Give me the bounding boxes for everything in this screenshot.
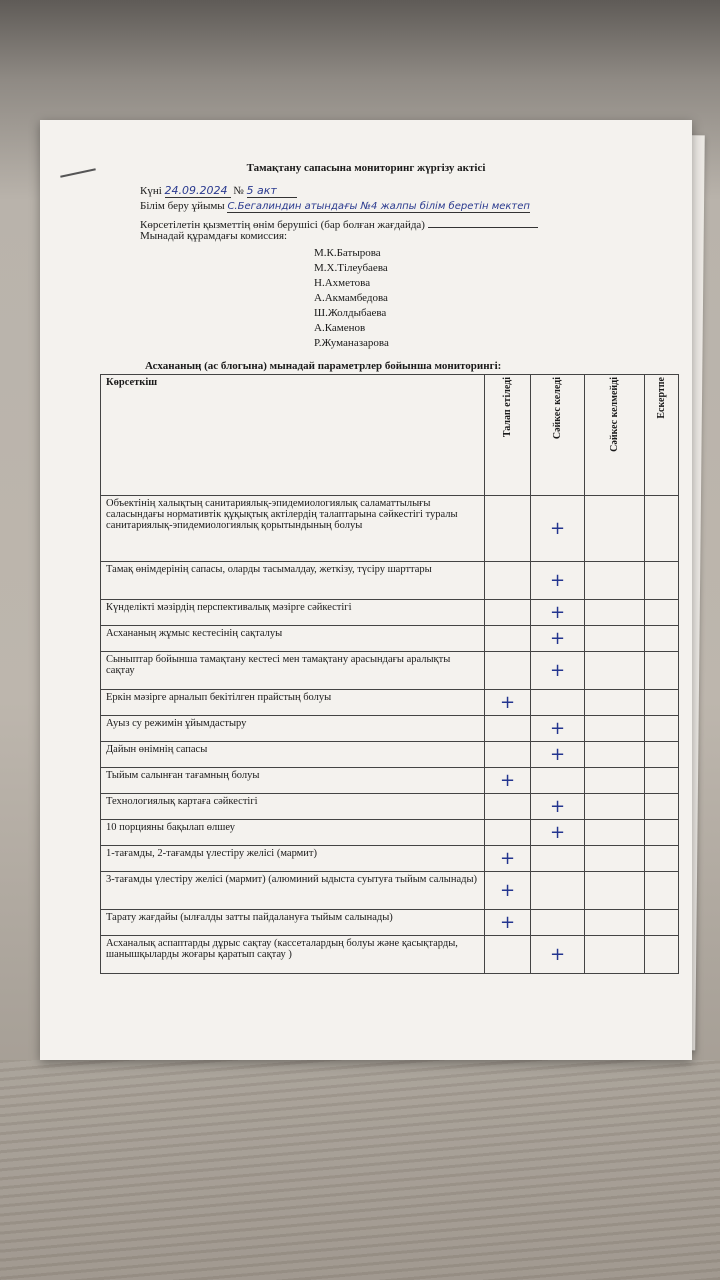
compliant-cell: + [531,600,585,626]
table-header-row [101,375,679,496]
compliant-cell: + [531,496,585,562]
required-cell [485,742,531,768]
commission-members [314,246,389,351]
member-name: Ш.Жолдыбаева [314,307,387,319]
compliant-cell [531,846,585,872]
noncompliant-cell [585,600,645,626]
compliant-cell [531,768,585,794]
table-row [101,496,679,562]
noncompliant-cell [585,820,645,846]
required-cell [485,652,531,690]
table-row [101,768,679,794]
required-cell [485,600,531,626]
noncompliant-cell [585,716,645,742]
table-row [101,794,679,820]
note-cell [645,626,679,652]
org-line [140,200,530,213]
note-cell [645,690,679,716]
org-value: С.Бегалиндин атындағы №4 жалпы білім беретін мектеп [227,201,530,212]
table-surface [0,1060,720,1280]
note-cell [645,768,679,794]
header-required: Талап етіледі [485,375,531,496]
date-label: Күні [140,185,162,197]
member-name: А.Каменов [314,322,366,334]
required-cell [485,716,531,742]
noncompliant-cell [585,872,645,910]
compliant-cell: + [531,562,585,600]
service-provider-line [140,216,538,231]
number-value: 5 акт [247,184,297,198]
document-page [40,120,692,1060]
compliant-cell [531,910,585,936]
indicator-cell: Ауыз су режимін ұйымдастыру [101,716,485,742]
noncompliant-cell [585,562,645,600]
table-row [101,716,679,742]
table-row [101,690,679,716]
note-cell [645,820,679,846]
compliant-cell: + [531,716,585,742]
noncompliant-cell [585,794,645,820]
noncompliant-cell [585,652,645,690]
service-provider-label: Көрсетілетін қызметтің өнім берушісі (бар болған жағдайда) [140,219,425,231]
indicator-cell: Еркін мәзірге арналып бекітілген прайстың болуы [101,690,485,716]
compliant-cell: + [531,820,585,846]
monitoring-table [100,374,679,974]
note-cell [645,742,679,768]
indicator-cell: 3-тағамды үлестіру желісі (мармит) (алюминий ыдыста суытуға тыйым салынады) [101,872,485,910]
member-name: М.К.Батырова [314,247,381,259]
compliant-cell: + [531,794,585,820]
required-cell: + [485,846,531,872]
note-cell [645,600,679,626]
header-indicator: Көрсеткіш [101,375,485,496]
indicator-cell: Технологиялық картаға сәйкестігі [101,794,485,820]
noncompliant-cell [585,690,645,716]
date-value: 24.09.2024 [165,184,231,198]
compliant-cell [531,690,585,716]
table-row [101,872,679,910]
note-cell [645,562,679,600]
noncompliant-cell [585,846,645,872]
commission-label: Мынадай құрамдағы комиссия: [140,230,288,242]
member-name: А.Акмамбедова [314,292,388,304]
compliant-cell: + [531,936,585,974]
noncompliant-cell [585,626,645,652]
header-note: Ескертпе [645,375,679,496]
table-row [101,626,679,652]
indicator-cell: Күнделікті мәзірдің перспективалық мәзірге сәйкестігі [101,600,485,626]
table-row [101,742,679,768]
indicator-cell: Тыйым салынған тағамның болуы [101,768,485,794]
required-cell [485,794,531,820]
document-title: Тамақтану сапасына мониторинг жүргізу актісі [246,162,486,174]
note-cell [645,794,679,820]
indicator-cell: Объектінің халықтың санитариялық-эпидемиологиялық саламаттылығы саласындағы нормативтік құқықтық актілердің талаптарына сәйкестігі туралы санитариялық-эпидемиологиялық қорытындының болуы [101,496,485,562]
required-cell: + [485,690,531,716]
monitoring-subheading: Асхананың (ас блогына) мынадай параметрлер бойынша мониторингі: [145,360,502,372]
indicator-cell: Асхананың жұмыс кестесінің сақталуы [101,626,485,652]
note-cell [645,872,679,910]
compliant-cell: + [531,626,585,652]
note-cell [645,936,679,974]
note-cell [645,716,679,742]
member-name: Н.Ахметова [314,277,371,289]
table-row [101,936,679,974]
required-cell [485,820,531,846]
required-cell [485,496,531,562]
member-name: М.Х.Тілеубаева [314,262,388,274]
required-cell: + [485,910,531,936]
compliant-cell: + [531,742,585,768]
indicator-cell: Асханалық аспаптарды дұрыс сақтау (кассеталардың болуы және қасықтарды, шанышқыларды жоғары қаратып сақтау ) [101,936,485,974]
table-row [101,562,679,600]
noncompliant-cell [585,768,645,794]
compliant-cell [531,872,585,910]
compliant-cell: + [531,652,585,690]
table-row [101,820,679,846]
required-cell [485,936,531,974]
table-row [101,600,679,626]
member-name: Р.Жуманазарова [314,337,389,349]
noncompliant-cell [585,936,645,974]
note-cell [645,846,679,872]
table-row [101,910,679,936]
noncompliant-cell [585,910,645,936]
note-cell [645,496,679,562]
indicator-cell: 1-тағамды, 2-тағамды үлестіру желісі (мармит) [101,846,485,872]
indicator-cell: 10 порцияны бақылап өлшеу [101,820,485,846]
noncompliant-cell [585,496,645,562]
note-cell [645,652,679,690]
indicator-cell: Сыныптар бойынша тамақтану кестесі мен тамақтану арасындағы аралықты сақтау [101,652,485,690]
note-cell [645,910,679,936]
noncompliant-cell [585,742,645,768]
indicator-cell: Дайын өнімнің сапасы [101,742,485,768]
table-row [101,652,679,690]
org-label: Білім беру ұйымы [140,200,225,212]
indicator-cell: Тарату жағдайы (ылғалды затты пайдалануға тыйым салынады) [101,910,485,936]
indicator-cell: Тамақ өнімдерінің сапасы, оларды тасымалдау, жеткізу, түсіру шарттары [101,562,485,600]
required-cell [485,626,531,652]
date-line [140,184,297,198]
service-provider-blank [428,216,538,228]
header-noncompliant: Сәйкес келмейді [585,375,645,496]
required-cell: + [485,768,531,794]
header-compliant: Сәйкес келеді [531,375,585,496]
number-label: № [233,185,244,197]
required-cell [485,562,531,600]
required-cell: + [485,872,531,910]
table-row [101,846,679,872]
